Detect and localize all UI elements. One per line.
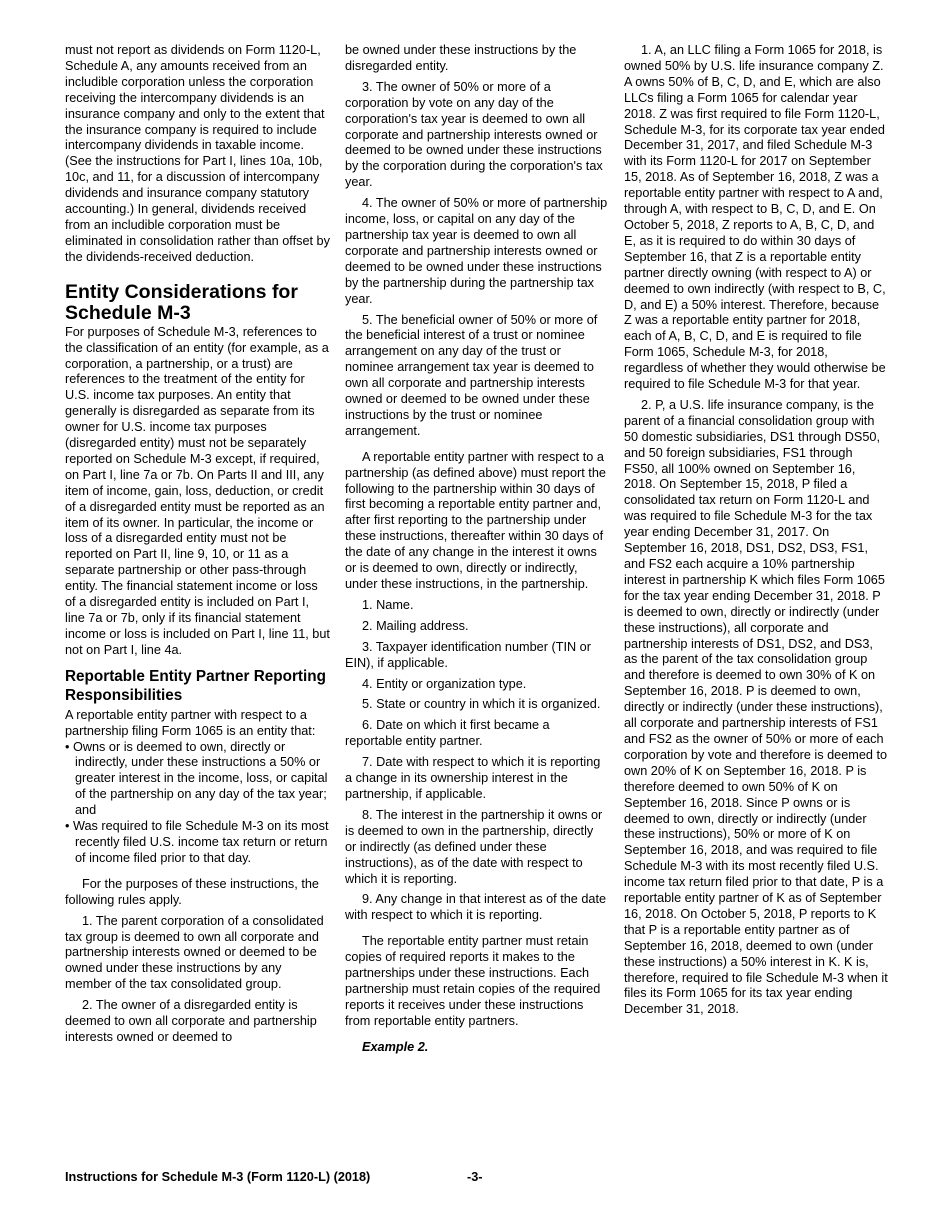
paragraph-reportable-definition: A reportable entity partner with respect to a partnership filing Form 1065 is an entity that:	[65, 707, 316, 738]
column-3	[624, 43, 888, 1023]
paragraph-intro: must not report as dividends on Form 1120-L, Schedule A, any amounts received from an includible corporation unless the corporation receiving the intercompany dividends is an insurance company and only to the extent that the insurance company is required to include intercompany dividends in taxable income. (See the instructions for Part I, lines 10a, 10b, 10c, and 11, for a discussion of intercompany dividends and insurance company statutory accounting.) In general, dividends received from an includible corporation must be eliminated in consolidation rather than offset by the dividends-received deduction.	[65, 43, 330, 264]
rule-item: 2. The owner of a disregarded entity is deemed to own all corporate and partnership interests owned or deemed to	[65, 998, 317, 1044]
list-item: 6. Date on which it first became a reportable entity partner.	[345, 718, 550, 749]
example-item: 2. P, a U.S. life insurance company, is the parent of a financial consolidation group with 50 domestic subsidiaries, DS1 through DS50, and 50 foreign subsidiaries, FS1 through FS50, all 100% owned on September 16, 2018. On September 15, 2018, P filed a consolidated tax return on Form 1120-L and was required to file Schedule M-3 for the tax year ending December 31, 2017. On September 16, 2018, DS1, DS2, DS3, FS1, and FS2 each acquire a 10% partnership interest in partnership K which files Form 1065 for the tax year ending December 31, 2018. P is deemed to own, directly or indirectly (under these instructions), all corporate and partnership interests of DS1, DS2, and DS3, as the parent of the tax consolidation group and therefore is deemed to own 30% of K on September 16, 2018. P is deemed to own, directly or indirectly (under these instructions), all corporate and partnership interests of FS1 and FS2 as the owner of 50% or more of each corporation by vote and therefore is deemed to own 20% of K on September 16, 2018. P is therefore deemed to own 50% of K on September 16, 2018. Since P owns or is deemed to own, directly or indirectly (under these instructions), 50% or more of K on September 16, 2018, and was required to file Schedule M-3 with its most recently filed U.S. income tax return filed prior to that date, P is a reportable entity partner of K as of September 16, 2018. On October 5, 2018, P reports to K that P is a reportable entity partner as of September 16, 2018, deemed to own (under these instructions) a 50% interest in K. K is, therefore, required to file Schedule M-3 when it files its Form 1065 for its tax year ending December 31, 2018.	[624, 397, 888, 1017]
example-item: 1. A, an LLC filing a Form 1065 for 2018, is owned 50% by U.S. life insurance company Z. A owns 50% of B, C, D, and E, which are also LLCs filing a Form 1065 for calendar year 2018. Z was first required to file Form 1120-L, Schedule M-3, for its corporate tax year ended December 31, 2017, and filed Schedule M-3 with its Form 1120-L for 2017 on September 15, 2018. As of September 16, 2018, Z was a reportable entity partner with respect to A and, through A, with respect to B, C, D, and E. On October 5, 2018, Z reports to A, B, C, D, and E, as it is required to do within 30 days of September 16, that Z is a reportable entity partner directly owning (with respect to A) or deemed to own indirectly (with respect to B, C, D, and E) a 50% interest. Therefore, because Z was a reportable entity partner for 2018, each of A, B, C, D, and E is required to file Form 1065, Schedule M-3, for 2018, regardless of whether they would otherwise be required to file Schedule M-3 for that year.	[624, 43, 886, 392]
list-item: 4. Entity or organization type.	[362, 676, 527, 691]
example-heading: Example 2.	[362, 1039, 429, 1054]
list-item: 3. Taxpayer identification number (TIN or EIN), if applicable.	[345, 639, 591, 670]
heading-entity-considerations: Entity Considerations for Schedule M-3	[65, 280, 298, 324]
rule-item: 4. The owner of 50% or more of partnership income, loss, or capital on any day of the partnership tax year is deemed to own all corporate and partnership interests owned or deemed to be owned under these instructions by the partnership during the partnership tax year.	[345, 196, 608, 306]
rule-item-continued: be owned under these instructions by the disregarded entity.	[345, 43, 577, 73]
paragraph-entity: For purposes of Schedule M-3, references to the classification of an entity (for example, as a corporation, a partnership, or a trust) are references to the treatment of the entity for U.S. income tax purposes. An entity that generally is disregarded as separate from its owner for U.S. income tax purposes (disregarded entity) must not be separately reported on Schedule M-3 except, if required, on Part I, line 7a or 7b. On Parts II and III, any item of income, gain, loss, deduction, or credit of a disregarded entity must be reported as an item of its owner. In particular, the income or loss of a disregarded entity must not be reported on Part II, line 9, 10, or 11 as a separate partnership or other pass-through entity. The financial statement income or loss of a disregarded entity is included on Part I, line 7a or 7b, only if its financial statement income or loss is included on Part I, line 11, but not on Part I, line 4a.	[65, 324, 330, 657]
rule-item: 1. The parent corporation of a consolidated tax group is deemed to own all corporate and partnership interests owned or deemed to be owned under these instructions by any member of the tax consolidated group.	[65, 913, 324, 992]
rule-item: 3. The owner of 50% or more of a corporation by vote on any day of the corporation's tax year is deemed to own all corporate and partnership interests owned or deemed to be owned under these instructions by the corporation during the corporation's tax year.	[345, 79, 603, 190]
paragraph-reporting: A reportable entity partner with respect to a partnership (as defined above) must report the following to the partnership within 30 days of first becoming a reportable entity partner and, after first reporting to the partnership under these instructions, thereafter within 30 days of the date of any change in the interest it owns or is deemed to own, directly or indirectly, under these instructions, in the partnership.	[345, 449, 606, 591]
bullet-item: • Owns or is deemed to own, directly or indirectly, under these instructions a 50% or greater interest in the income, loss, or capital of the partnership on any day of the tax year; and	[65, 739, 328, 818]
paragraph-rules: For the purposes of these instructions, the following rules apply.	[65, 876, 319, 907]
list-item: 7. Date with respect to which it is reporting a change in its ownership interest in the partnership, if applicable.	[345, 755, 601, 801]
column-2	[345, 43, 608, 1061]
footer-title: Instructions for Schedule M-3 (Form 1120-L) (2018)	[65, 1170, 371, 1184]
page-number: -3-	[467, 1170, 483, 1184]
bullet-item: • Was required to file Schedule M-3 on its most recently filed U.S. income tax return or return of income filed prior to that day.	[65, 819, 329, 865]
page-footer	[65, 1170, 888, 1184]
list-item: 8. The interest in the partnership it owns or is deemed to own in the partnership, directly or indirectly (as defined under these instructions), as of the date with respect to which it is reporting.	[345, 807, 603, 886]
column-1	[65, 43, 330, 1051]
paragraph-retain: The reportable entity partner must retain copies of required reports it makes to the partnerships under these instructions. Each partnership must retain copies of the required reports it receives under these instructions from reportable entity partners.	[345, 934, 601, 1028]
list-item: 1. Name.	[362, 597, 414, 612]
list-item: 9. Any change in that interest as of the date with respect to which it is reporting.	[345, 892, 607, 923]
rule-item: 5. The beneficial owner of 50% or more of the beneficial interest of a trust or nominee arrangement on any day of the trust or nominee arrangement tax year is deemed to own all corporate and partnership interests owned or deemed to be owned under these instructions by the trust or nominee arrangement.	[345, 312, 598, 438]
heading-reporting-responsibilities: Reportable Entity Partner Reporting Responsibilities	[65, 667, 326, 704]
list-item: 5. State or country in which it is organized.	[362, 697, 601, 712]
list-item: 2. Mailing address.	[362, 618, 469, 633]
